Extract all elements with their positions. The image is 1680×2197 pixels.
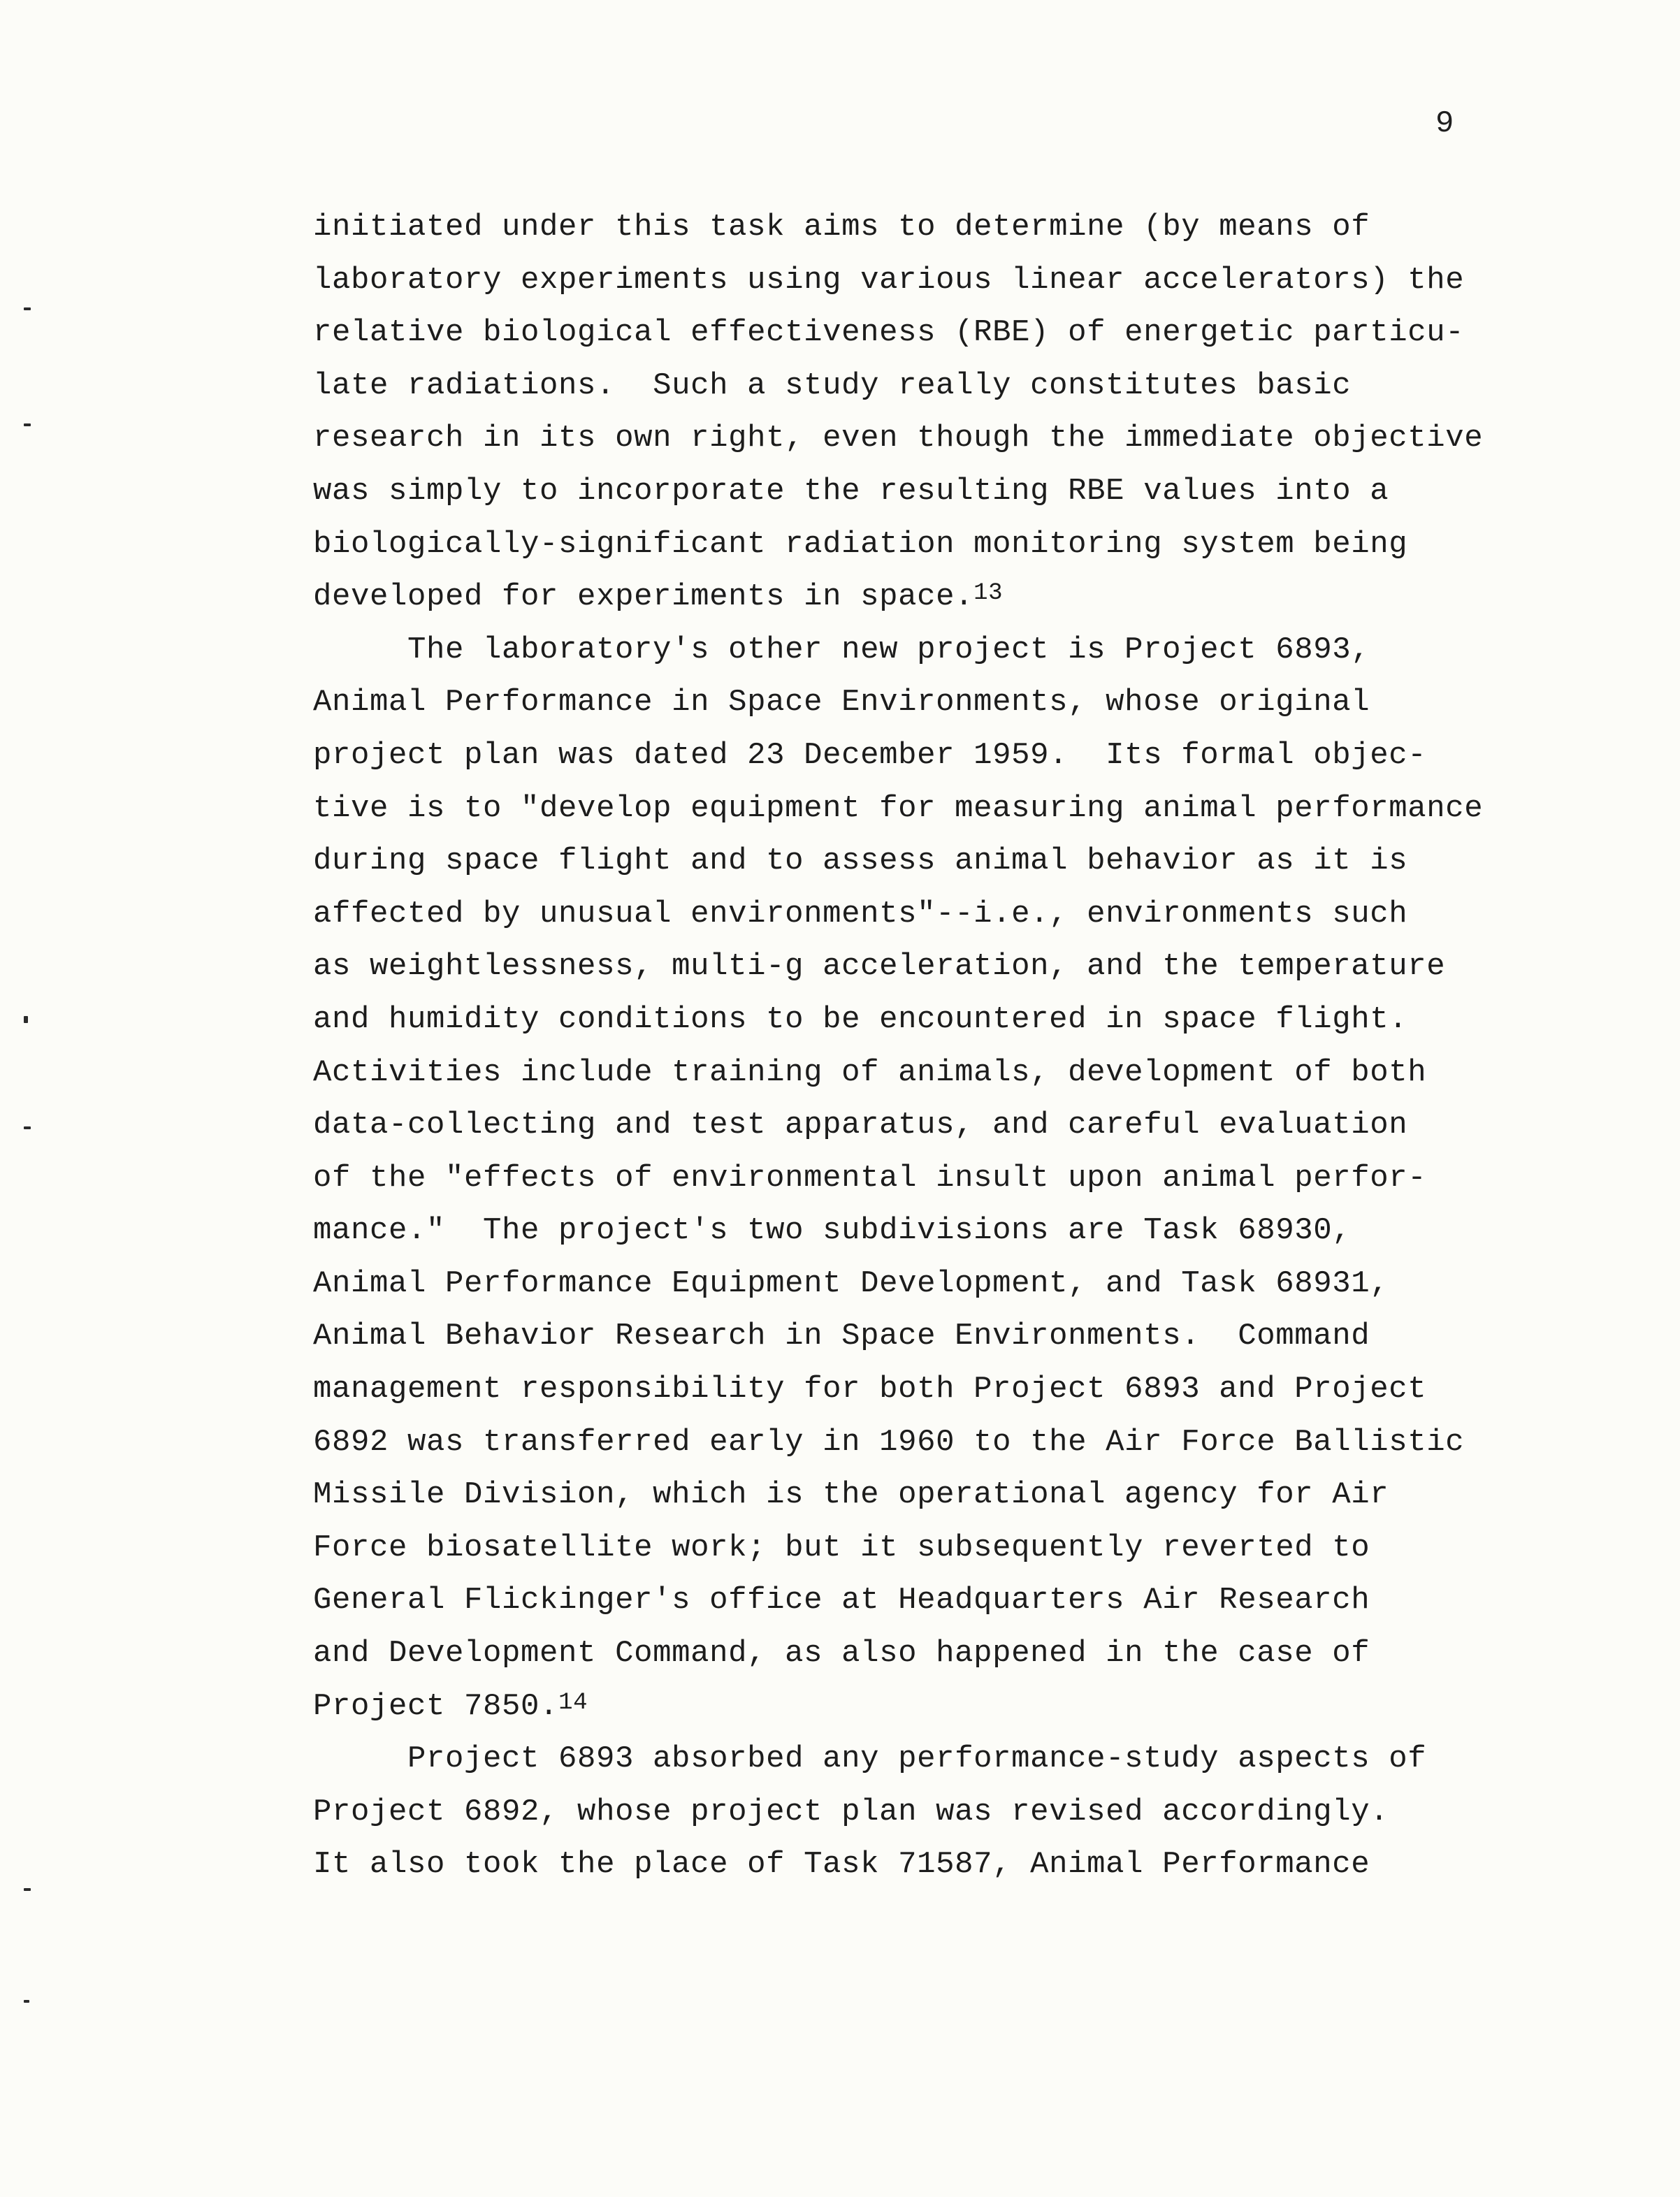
text-line: biologically-significant radiation monitoring system being: [313, 526, 1408, 562]
paragraph-start-line: The laboratory's other new project is Project 6893,: [407, 632, 1370, 667]
margin-mark: [24, 1126, 31, 1129]
text-line: Force biosatellite work; but it subsequently reverted to: [313, 1530, 1370, 1565]
text-line: was simply to incorporate the resulting RBE values into a: [313, 473, 1389, 509]
margin-mark: [24, 307, 31, 310]
text-line: Animal Performance Equipment Development, and Task 68931,: [313, 1266, 1389, 1301]
margin-mark: [24, 1016, 28, 1023]
text-line: Missile Division, which is the operational agency for Air: [313, 1477, 1389, 1513]
text-line: Animal Performance in Space Environments, whose original: [313, 685, 1370, 720]
text-line: mance." The project's two subdivisions are Task 68930,: [313, 1213, 1352, 1249]
text-line: and Development Command, as also happened in the case of: [313, 1636, 1370, 1672]
margin-mark: [24, 1888, 31, 1891]
text-line: as weightlessness, multi-g acceleration, and the temperature: [313, 949, 1446, 985]
text-line: General Flickinger's office at Headquarters Air Research: [313, 1583, 1370, 1618]
footnote-ref: 13: [973, 580, 1004, 607]
text-line: Project 7850.14: [313, 1688, 588, 1724]
page-number: 9: [1435, 106, 1454, 141]
text-line: management responsibility for both Project 6893 and Project: [313, 1372, 1427, 1407]
paragraph-start-line: Project 6893 absorbed any performance-study aspects of: [407, 1741, 1427, 1777]
text-line: developed for experiments in space.$^{13}$: [313, 579, 1004, 615]
text-line: and humidity conditions to be encountered in space flight.: [313, 1001, 1408, 1037]
text-line: relative biological effectiveness (RBE) of energetic particu-: [313, 315, 1465, 351]
text-line: data-collecting and test apparatus, and careful evaluation: [313, 1108, 1408, 1143]
text-line: tive is to "develop equipment for measuring animal performance: [313, 790, 1484, 826]
margin-mark: [24, 423, 31, 426]
text-line: laboratory experiments using various linear accelerators) the: [313, 262, 1465, 298]
text-line: Project 6892, whose project plan was revised accordingly.: [313, 1794, 1389, 1829]
body-text: [313, 201, 1543, 1892]
margin-mark: [24, 2000, 29, 2003]
text-line: research in its own right, even though the immediate objective: [313, 421, 1484, 456]
text-line: Activities include training of animals, development of both: [313, 1054, 1427, 1090]
text-line: project plan was dated 23 December 1959. Its formal objec-: [313, 737, 1427, 773]
text-line: affected by unusual environments"--i.e., environments such: [313, 896, 1408, 931]
text-line: Animal Behavior Research in Space Environments. Command: [313, 1319, 1370, 1354]
text-line: initiated under this task aims to determine (by means of: [313, 210, 1370, 245]
text-line: during space flight and to assess animal behavior as it is: [313, 843, 1408, 879]
text-line: 6892 was transferred early in 1960 to the Air Force Ballistic: [313, 1424, 1465, 1460]
text-line: of the "effects of environmental insult upon animal perfor-: [313, 1160, 1427, 1196]
footnote-ref: 14: [558, 1689, 588, 1716]
text-line: It also took the place of Task 71587, Animal Performance: [313, 1847, 1370, 1883]
text-line: late radiations. Such a study really constitutes basic: [313, 368, 1352, 403]
